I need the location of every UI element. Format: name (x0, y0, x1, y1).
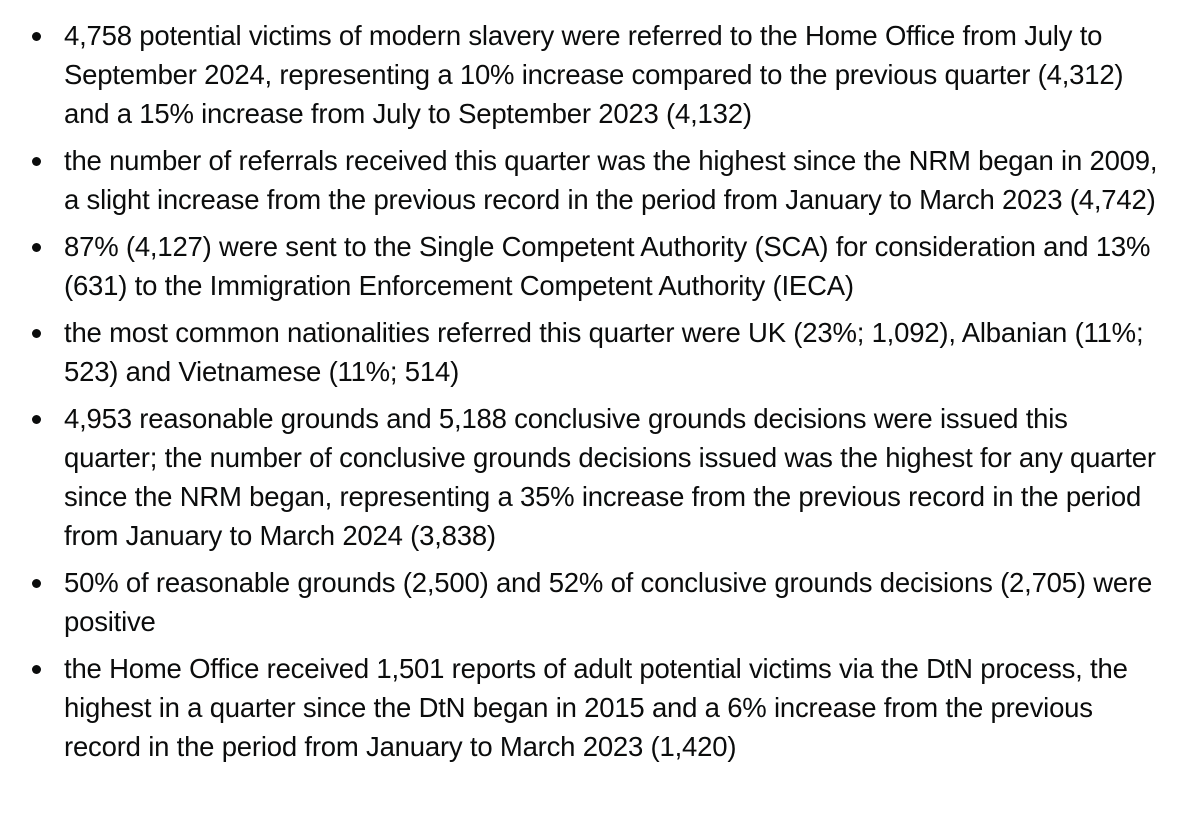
bullet-text: the most common nationalities referred this quarter were UK (23%; 1,092), Albanian (11%; 523) and Vietnamese (11%; 514) (64, 317, 1144, 387)
bullet-icon (32, 579, 41, 588)
bullet-icon (32, 415, 41, 424)
bullet-icon (32, 329, 41, 338)
bullet-text: 4,953 reasonable grounds and 5,188 conclusive grounds decisions were issued this quarter; the number of conclusive grounds decisions issued was the highest for any quarter since the NRM began, representing a 35% increase from the previous record in the period from January to March 2024 (3,838) (64, 403, 1156, 551)
list-item (64, 399, 1160, 555)
bullet-text: 4,758 potential victims of modern slavery were referred to the Home Office from July to September 2024, representing a 10% increase compared to the previous quarter (4,312) and a 15% increase from July to September 2023 (4,132) (64, 20, 1124, 129)
list-item (64, 16, 1160, 133)
bullet-icon (32, 157, 41, 166)
bullet-icon (32, 665, 41, 674)
bullet-icon (32, 243, 41, 252)
list-item (64, 141, 1160, 219)
bullet-text: 87% (4,127) were sent to the Single Competent Authority (SCA) for consideration and 13% (631) to the Immigration Enforcement Competent Authority (IECA) (64, 231, 1151, 301)
bullet-icon (32, 32, 41, 41)
list-item (64, 563, 1160, 641)
bullet-text: the number of referrals received this quarter was the highest since the NRM began in 2009, a slight increase from the previous record in the period from January to March 2023 (4,742) (64, 145, 1158, 215)
list-item (64, 649, 1160, 766)
bullet-text: 50% of reasonable grounds (2,500) and 52% of conclusive grounds decisions (2,705) were positive (64, 567, 1153, 637)
bullet-text: the Home Office received 1,501 reports of adult potential victims via the DtN process, the highest in a quarter since the DtN began in 2015 and a 6% increase from the previous record in the period from January to March 2023 (1,420) (64, 653, 1128, 762)
list-item (64, 227, 1160, 305)
list-item (64, 313, 1160, 391)
